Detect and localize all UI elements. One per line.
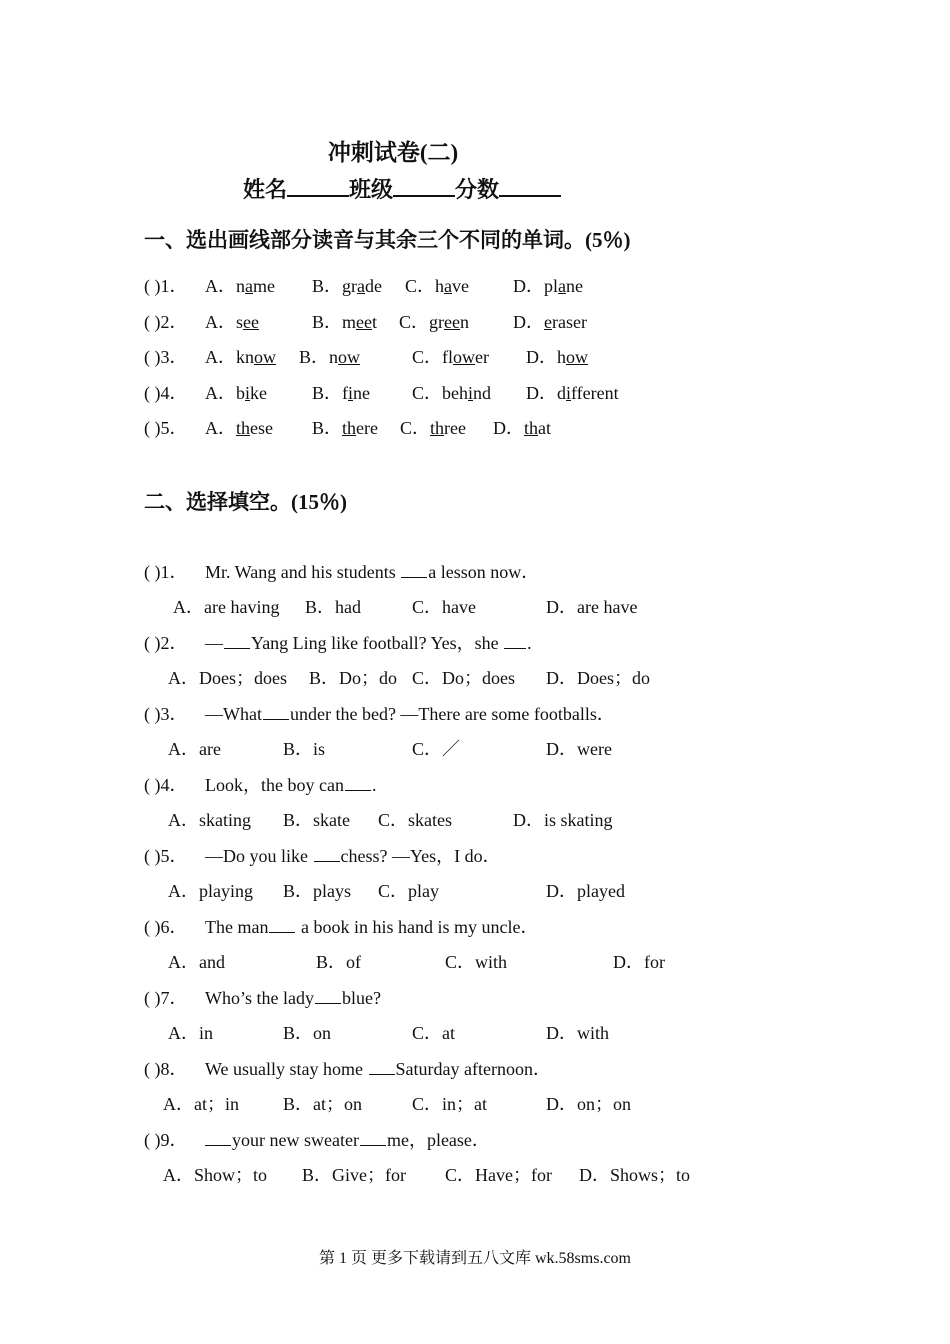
question-number: ( )6． <box>144 917 188 937</box>
name-blank[interactable] <box>287 177 349 197</box>
option-a: A．Does；does <box>168 668 287 688</box>
section2-heading: 二、选择填空。(15％) <box>144 490 347 514</box>
option-d: D．Shows；to <box>579 1165 691 1185</box>
question-text: your new sweater me，please． <box>204 1129 490 1151</box>
option-c: C．Do；does <box>412 668 515 688</box>
question-text: Who’s the lady blue? <box>205 988 381 1008</box>
option-c: C．have <box>405 276 470 296</box>
name-label: 姓名 <box>242 177 287 202</box>
option-a: A．name <box>205 276 275 296</box>
option-b: B．had <box>305 597 361 617</box>
option-b: B．grade <box>312 276 383 296</box>
score-label: 分数 <box>455 177 500 202</box>
answer-blank[interactable] <box>315 987 341 1004</box>
option-a: A．and <box>168 952 225 972</box>
question-number: ( )1． <box>144 276 188 296</box>
answer-blank[interactable] <box>504 632 526 649</box>
option-a: A．skating <box>168 810 251 830</box>
option-b: B．there <box>312 418 379 438</box>
option-a: A．playing <box>168 881 253 901</box>
option-d: D．that <box>493 418 552 438</box>
question-number: ( )2． <box>144 633 188 653</box>
option-d: D．played <box>546 881 625 901</box>
option-b: B．now <box>299 347 361 367</box>
answer-blank[interactable] <box>269 916 295 933</box>
question-text: Look，the boy can . <box>205 775 377 795</box>
question-number: ( )4． <box>144 775 188 795</box>
option-a: A．are having <box>173 597 280 617</box>
question-text: —Do you like chess? —Yes，I do． <box>205 846 501 866</box>
option-b: B．Give；for <box>302 1165 406 1185</box>
question-number: ( )7． <box>144 988 188 1008</box>
question-number: ( )9． <box>144 1130 188 1150</box>
answer-blank[interactable] <box>205 1129 231 1146</box>
option-a: A．know <box>205 347 276 367</box>
option-d: D．plane <box>513 276 584 296</box>
option-d: D．eraser <box>513 312 587 332</box>
section1-heading: 一、选出画线部分读音与其余三个不同的单词。(5％) <box>144 228 631 252</box>
option-a: A．Show；to <box>163 1165 268 1185</box>
option-c: C．have <box>412 597 476 617</box>
answer-blank[interactable] <box>224 632 250 649</box>
option-c: C．flower <box>412 347 489 367</box>
option-b: B．fine <box>312 383 371 403</box>
option-a: A．in <box>168 1023 213 1043</box>
student-info-fields <box>0 173 804 204</box>
answer-blank[interactable] <box>369 1058 395 1075</box>
option-b: B．at；on <box>283 1094 362 1114</box>
option-d: D．is skating <box>513 810 613 830</box>
option-c: C．at <box>412 1023 455 1043</box>
question-number: ( )5． <box>144 418 188 438</box>
option-b: B．is <box>283 739 326 759</box>
option-c: C．skates <box>378 810 452 830</box>
option-c: C．behind <box>412 383 492 403</box>
question-number: ( )1． <box>144 562 188 582</box>
question-number: ( )2． <box>144 312 188 332</box>
question-text: We usually stay home Saturday afternoon． <box>205 1059 551 1079</box>
option-d: D．are have <box>546 597 638 617</box>
class-label: 班级 <box>348 177 393 202</box>
option-b: B．meet <box>312 312 378 332</box>
option-b: B．skate <box>283 810 350 830</box>
option-a: A．are <box>168 739 221 759</box>
option-d: D．for <box>613 952 665 972</box>
answer-blank[interactable] <box>263 703 289 720</box>
option-a: A．bike <box>205 383 268 403</box>
question-text: The man a book in his hand is my uncle． <box>205 917 539 937</box>
question-number: ( )3． <box>144 347 188 367</box>
option-c: C．three <box>400 418 467 438</box>
option-b: B．plays <box>283 881 352 901</box>
option-a: A．these <box>205 418 273 438</box>
option-d: D．on；on <box>546 1094 631 1114</box>
option-c: C．／ <box>412 739 461 759</box>
option-c: C．in；at <box>412 1094 487 1114</box>
option-d: D．different <box>526 383 619 403</box>
question-text: — Yang Ling like football? Yes，she . <box>205 633 532 653</box>
option-b: B．of <box>316 952 361 972</box>
class-blank[interactable] <box>393 177 455 197</box>
option-c: C．play <box>378 881 439 901</box>
option-d: D．how <box>526 347 588 367</box>
option-a: A．see <box>205 312 259 332</box>
option-c: C．with <box>445 952 508 972</box>
option-c: C．green <box>399 312 469 332</box>
question-number: ( )3． <box>144 704 188 724</box>
option-d: D．were <box>546 739 612 759</box>
question-number: ( )8． <box>144 1059 188 1079</box>
option-b: B．on <box>283 1023 332 1043</box>
answer-blank[interactable] <box>314 845 340 862</box>
option-c: C．Have；for <box>445 1165 552 1185</box>
option-d: D．with <box>546 1023 609 1043</box>
score-blank[interactable] <box>499 177 561 197</box>
question-text: —What under the bed? —There are some footballs． <box>205 704 615 724</box>
question-text: Mr. Wang and his students a lesson now． <box>205 562 540 582</box>
answer-blank[interactable] <box>401 561 427 578</box>
question-number: ( )4． <box>144 383 188 403</box>
option-b: B．Do；do <box>309 668 398 688</box>
option-d: D．Does；do <box>546 668 650 688</box>
option-a: A．at；in <box>163 1094 239 1114</box>
page-title: 冲刺试卷(二) <box>327 140 459 165</box>
answer-blank[interactable] <box>345 774 371 791</box>
question-number: ( )5． <box>144 846 188 866</box>
page-footer: 第 1 页 更多下载请到五八文库 wk.58sms.com <box>318 1250 631 1267</box>
answer-blank[interactable] <box>360 1129 386 1146</box>
